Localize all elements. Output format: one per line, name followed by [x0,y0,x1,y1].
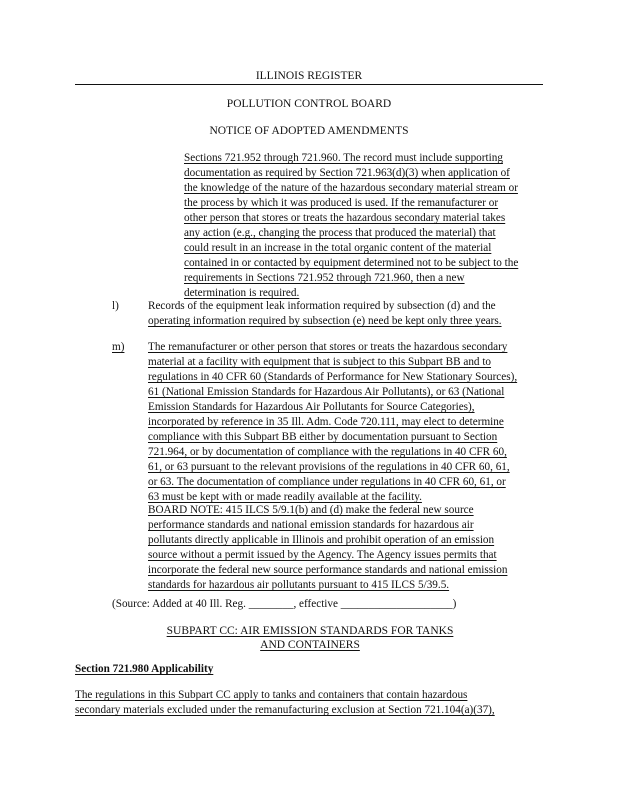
board-name: POLLUTION CONTROL BOARD [226,98,392,110]
text-line: Sections 721.952 through 721.960. The record must include supporting [184,152,503,164]
text-line: The remanufacturer or other person that stores or treats the hazardous secondary [148,341,508,353]
text-line: documentation as required by Section 721.963(d)(3) when application of [184,167,510,179]
text-line: requirements in Sections 721.952 through 721.960, then a new [184,272,465,284]
text-line: incorporate the federal new source performance standards and national emission [148,564,508,576]
text-line: Emission Standards for Hazardous Air Pollutants for Source Categories), [148,401,475,413]
subsection-l-label: l) [112,300,119,312]
text-line: BOARD NOTE: 415 ILCS 5/9.1(b) and (d) make the federal new source [148,504,474,516]
text-line: standards for hazardous air pollutants pursuant to 415 ILCS 5/39.5. [148,579,450,591]
text-line: The regulations in this Subpart CC apply to tanks and containers that contain hazardous [75,689,468,701]
text-line: secondary materials excluded under the remanufacturing exclusion at Section 721.104(a)(37), [75,704,495,716]
subpart-heading-line1: SUBPART CC: AIR EMISSION STANDARDS FOR TANKS [166,625,454,637]
text-line: could result in an increase in the total organic content of the material [184,242,492,254]
text-line: compliance with this Subpart BB either by documentation pursuant to Section [148,431,498,443]
subsection-m-label: m) [112,341,125,353]
subsection-m-text [148,340,558,505]
register-header: ILLINOIS REGISTER [75,70,543,85]
subpart-heading-line2: AND CONTAINERS [260,639,360,651]
text-line: any action (e.g., changing the process that produced the material) that [184,227,496,239]
subsection-k-continued [184,151,559,301]
text-line: 61, or 63 pursuant to the relevant provisions of the regulations in 40 CFR 60, 61, [148,461,510,473]
text-line: pollutants directly applicable in Illinois and prohibit operation of an emission [148,534,495,546]
text-line: the knowledge of the nature of the hazardous secondary material stream or [184,182,518,194]
subsection-l-text [148,299,558,329]
text-line: Records of the equipment leak information required by subsection (d) and the [148,300,496,312]
text-line: material at a facility with equipment that is subject to this Subpart BB and to [148,356,492,368]
board-note [148,503,558,593]
text-line: other person that stores or treats the hazardous secondary material takes [184,212,506,224]
notice-title: NOTICE OF ADOPTED AMENDMENTS [209,125,409,137]
text-line: 61 (National Emission Standards for Hazardous Air Pollutants), or 63 (National [148,386,505,398]
text-line: 721.964, or by documentation of compliance with the regulations in 40 CFR 60, [148,446,507,458]
text-line: contained in or contacted by equipment determined not to be subject to the [184,257,519,269]
section-heading: Section 721.980 Applicability [75,663,214,675]
section-text [75,688,555,718]
text-line: determination is required. [184,287,300,299]
text-line: performance standards and national emission standards for hazardous air [148,519,474,531]
source-note: (Source: Added at 40 Ill. Reg. ________, effective ____________________) [112,598,457,610]
text-line: regulations in 40 CFR 60 (Standards of Performance for New Stationary Sources), [148,371,518,383]
text-line: incorporated by reference in 35 Ill. Adm. Code 720.111, may elect to determine [148,416,504,428]
text-line: operating information required by subsection (e) need be kept only three years. [148,315,502,327]
text-line: or 63. The documentation of compliance under regulations in 40 CFR 60, 61, or [148,476,506,488]
text-line: the process by which it was produced is used. If the remanufacturer or [184,197,499,209]
text-line: 63 must be kept with or made readily available at the facility. [148,491,422,503]
text-line: source without a permit issued by the Agency. The Agency issues permits that [148,549,497,561]
